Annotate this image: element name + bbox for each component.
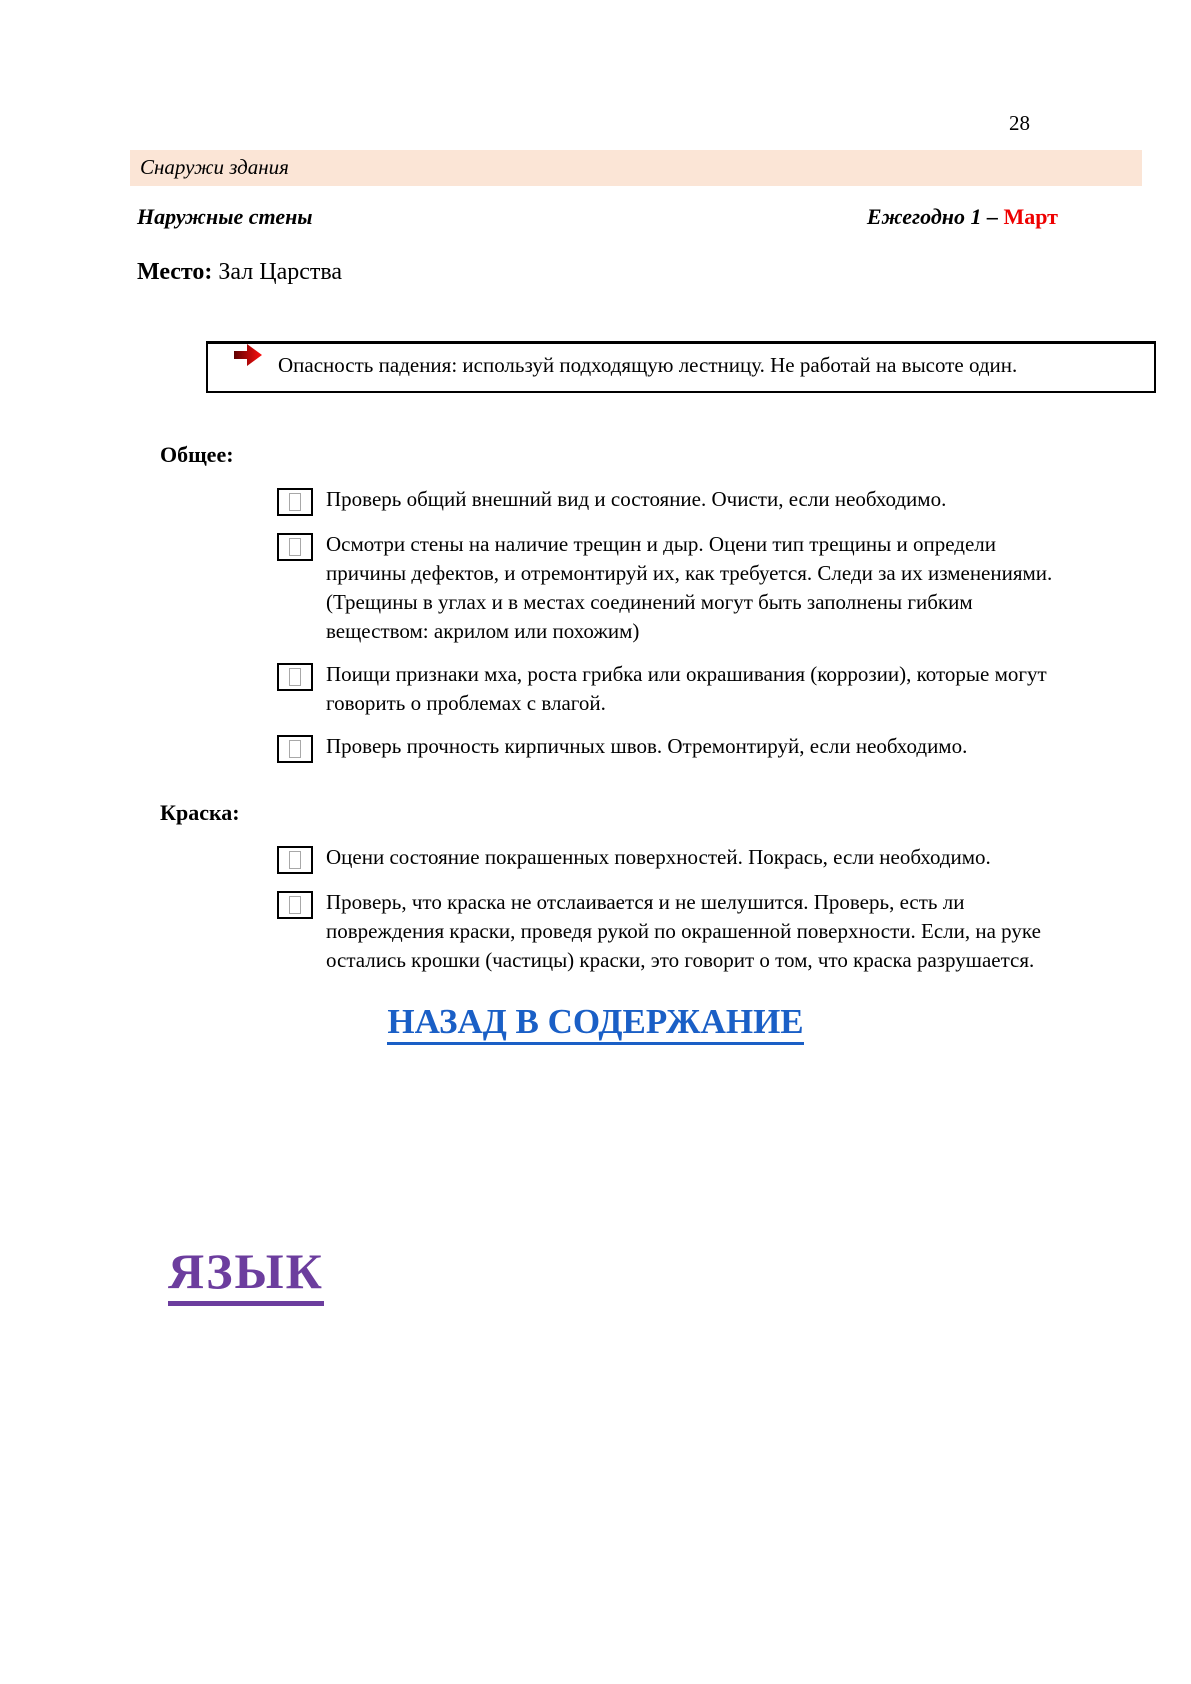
section-general-heading: Общее: <box>160 442 234 467</box>
language-link[interactable]: ЯЗЫК <box>168 1245 324 1306</box>
checklist-item <box>277 485 1191 516</box>
checkbox[interactable] <box>277 891 313 919</box>
checklist-item-text: Проверь, что краска не отслаивается и не шелушится. Проверь, есть ли повреждения краски, проведя рукой по окрашенной поверхности. Если, на руке остались крошки (частицы) краски, это говорит о том, что краска разрушается. <box>326 890 1041 972</box>
warning-box <box>206 341 1156 393</box>
section-paint-heading: Краска: <box>160 800 240 825</box>
page-header-row <box>137 203 1058 231</box>
checklist-item <box>277 843 1191 874</box>
checklist-item <box>277 732 1191 763</box>
checkbox-glyph <box>289 851 301 869</box>
page-number: 28 <box>1009 111 1030 135</box>
checkbox[interactable] <box>277 735 313 763</box>
checkbox[interactable] <box>277 846 313 874</box>
section-banner: Снаружи здания <box>130 150 1142 186</box>
warning-text: Опасность падения: используй подходящую лестницу. Не работай на высоте один. <box>278 353 1018 377</box>
checkbox[interactable] <box>277 533 313 561</box>
schedule-label <box>867 203 1058 231</box>
checklist-item <box>277 530 1191 646</box>
checkbox-glyph <box>289 668 301 686</box>
location-label: Место: <box>137 259 213 285</box>
checklist-item-text: Проверь прочность кирпичных швов. Отремонтируй, если необходимо. <box>326 734 968 758</box>
red-arrow-right-icon <box>232 341 264 374</box>
checkbox-glyph <box>289 493 301 511</box>
location-row <box>137 257 1191 287</box>
checklist-item-text: Проверь общий внешний вид и состояние. Очисти, если необходимо. <box>326 487 947 511</box>
subsection-title: Наружные стены <box>137 204 313 229</box>
back-to-contents-link[interactable]: НАЗАД В СОДЕРЖАНИЕ <box>387 1003 803 1045</box>
checkbox-glyph <box>289 538 301 556</box>
schedule-month: Март <box>1003 204 1058 229</box>
checklist-item-text: Оцени состояние покрашенных поверхностей. Покрась, если необходимо. <box>326 845 991 869</box>
checkbox[interactable] <box>277 488 313 516</box>
checklist-item-text: Поищи признаки мха, роста грибка или окрашивания (коррозии), которые могут говорить о проблемах с влагой. <box>326 662 1047 715</box>
back-to-contents-row <box>0 1003 1191 1045</box>
checkbox-glyph <box>289 740 301 758</box>
checklist-item <box>277 888 1191 975</box>
checkbox-glyph <box>289 896 301 914</box>
checklist-item-text: Осмотри стены на наличие трещин и дыр. Оцени тип трещины и определи причины дефектов, и отремонтируй их, как требуется. Следи за их изменениями. (Трещины в углах и в местах соединений могут быть заполнены гибким веществом: акрилом или похожим) <box>326 532 1053 643</box>
checkbox[interactable] <box>277 663 313 691</box>
checklist-item <box>277 660 1191 718</box>
language-link-row <box>168 1245 1191 1306</box>
schedule-frequency: Ежегодно 1 – <box>866 204 1004 229</box>
location-value: Зал Царства <box>218 259 343 285</box>
